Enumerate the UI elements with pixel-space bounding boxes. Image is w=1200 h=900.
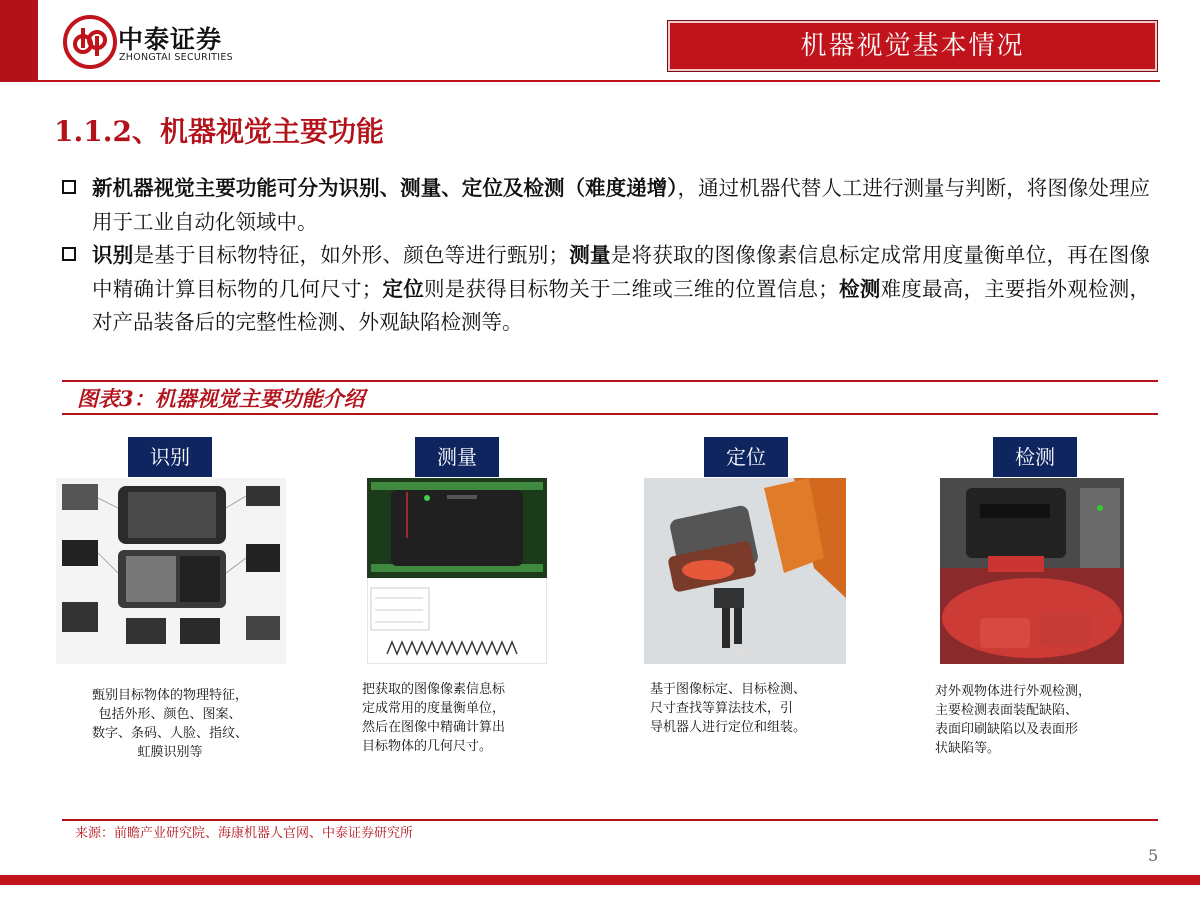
caption-line: 基于图像标定、目标检测、 (650, 682, 807, 697)
source-divider (62, 819, 1158, 821)
zhongtai-logo-icon (62, 14, 118, 70)
checkbox-square-icon (62, 247, 76, 261)
bullet-2-text-3: 则是获得目标物关于二维或三维的位置信息； (424, 276, 839, 301)
bullet-2 (60, 239, 1150, 340)
bullet-1-text: ，通过机器代替人工进行测量与判断，将图像处理应用于工业自动化领域中。 (92, 176, 1151, 234)
caption-line: 虹膜识别等 (137, 745, 203, 760)
caption-line: 甄别目标物体的物理特征， (91, 688, 248, 703)
bullet-2-text-2: 是将获取的图像像素信息标定成常用度量衡单位，再在图像中精确计算目标物的几何尺寸； (92, 243, 1150, 301)
header-accent-bar (0, 0, 38, 82)
caption-line: 数字、条码、人脸、指纹、 (91, 726, 248, 741)
bullet-2-text-4: 难度最高，主要指外观检测，对产品装备后的完整性检测、外观缺陷检测等。 (92, 276, 1150, 334)
term-positioning: 定位 (382, 276, 424, 301)
caption-line: 对外观物体进行外观检测， (935, 684, 1092, 699)
positioning-image (644, 478, 846, 664)
caption-line: 尺寸查找等算法技术，引 (650, 701, 794, 716)
caption-positioning (650, 680, 860, 737)
recognition-image (56, 478, 286, 664)
caption-line: 表面印刷缺陷以及表面形 (935, 722, 1079, 737)
caption-line: 状缺陷等。 (935, 741, 1001, 756)
caption-inspection (935, 682, 1145, 758)
source-note: 来源：前瞻产业研究院、海康机器人官网、中泰证券研究所 (75, 826, 414, 841)
figure-title: 图表3：机器视觉主要功能介绍 (77, 386, 365, 411)
caption-line: 目标物体的几何尺寸。 (362, 739, 493, 754)
caption-recognition (70, 686, 270, 762)
header-divider (38, 80, 1160, 82)
term-inspection: 检测 (838, 276, 881, 301)
caption-line: 定成常用的度量衡单位， (362, 701, 506, 716)
caption-line: 包括外形、颜色、图案、 (98, 707, 242, 722)
footer-accent-bar (0, 875, 1200, 885)
panel-label-inspection: 检测 (993, 437, 1077, 477)
panel-label-recognition: 识别 (128, 437, 212, 477)
checkbox-square-icon (62, 180, 76, 194)
bullet-1-bold: 新机器视觉主要功能可分为识别、测量、定位及检测（难度递增） (92, 176, 678, 200)
caption-line: 然后在图像中精确计算出 (362, 720, 506, 735)
bullet-2-text-1: 是基于目标物特征，如外形、颜色等进行甄别； (133, 243, 569, 267)
figure-rule-top (62, 380, 1158, 382)
caption-line: 主要检测表面装配缺陷、 (935, 703, 1079, 718)
figure-rule-bottom (62, 413, 1158, 415)
page-number: 5 (1148, 846, 1159, 865)
panel-label-positioning: 定位 (704, 437, 788, 477)
caption-line: 把获取的图像像素信息标 (362, 682, 506, 697)
term-recognition: 识别 (92, 243, 134, 267)
term-measurement: 测量 (569, 243, 611, 267)
logo-text-cn: 中泰证券 (118, 25, 223, 54)
inspection-image (940, 478, 1124, 664)
bullet-1 (60, 172, 1150, 239)
header-title: 机器视觉基本情况 (800, 31, 1025, 61)
caption-measurement (362, 680, 562, 756)
logo-text-en: ZHONGTAI SECURITIES (119, 52, 234, 63)
caption-line: 导机器人进行定位和组装。 (650, 720, 807, 735)
panel-label-measurement: 测量 (415, 437, 499, 477)
section-title: 1.1.2、机器视觉主要功能 (54, 115, 384, 148)
measurement-image (367, 478, 547, 664)
